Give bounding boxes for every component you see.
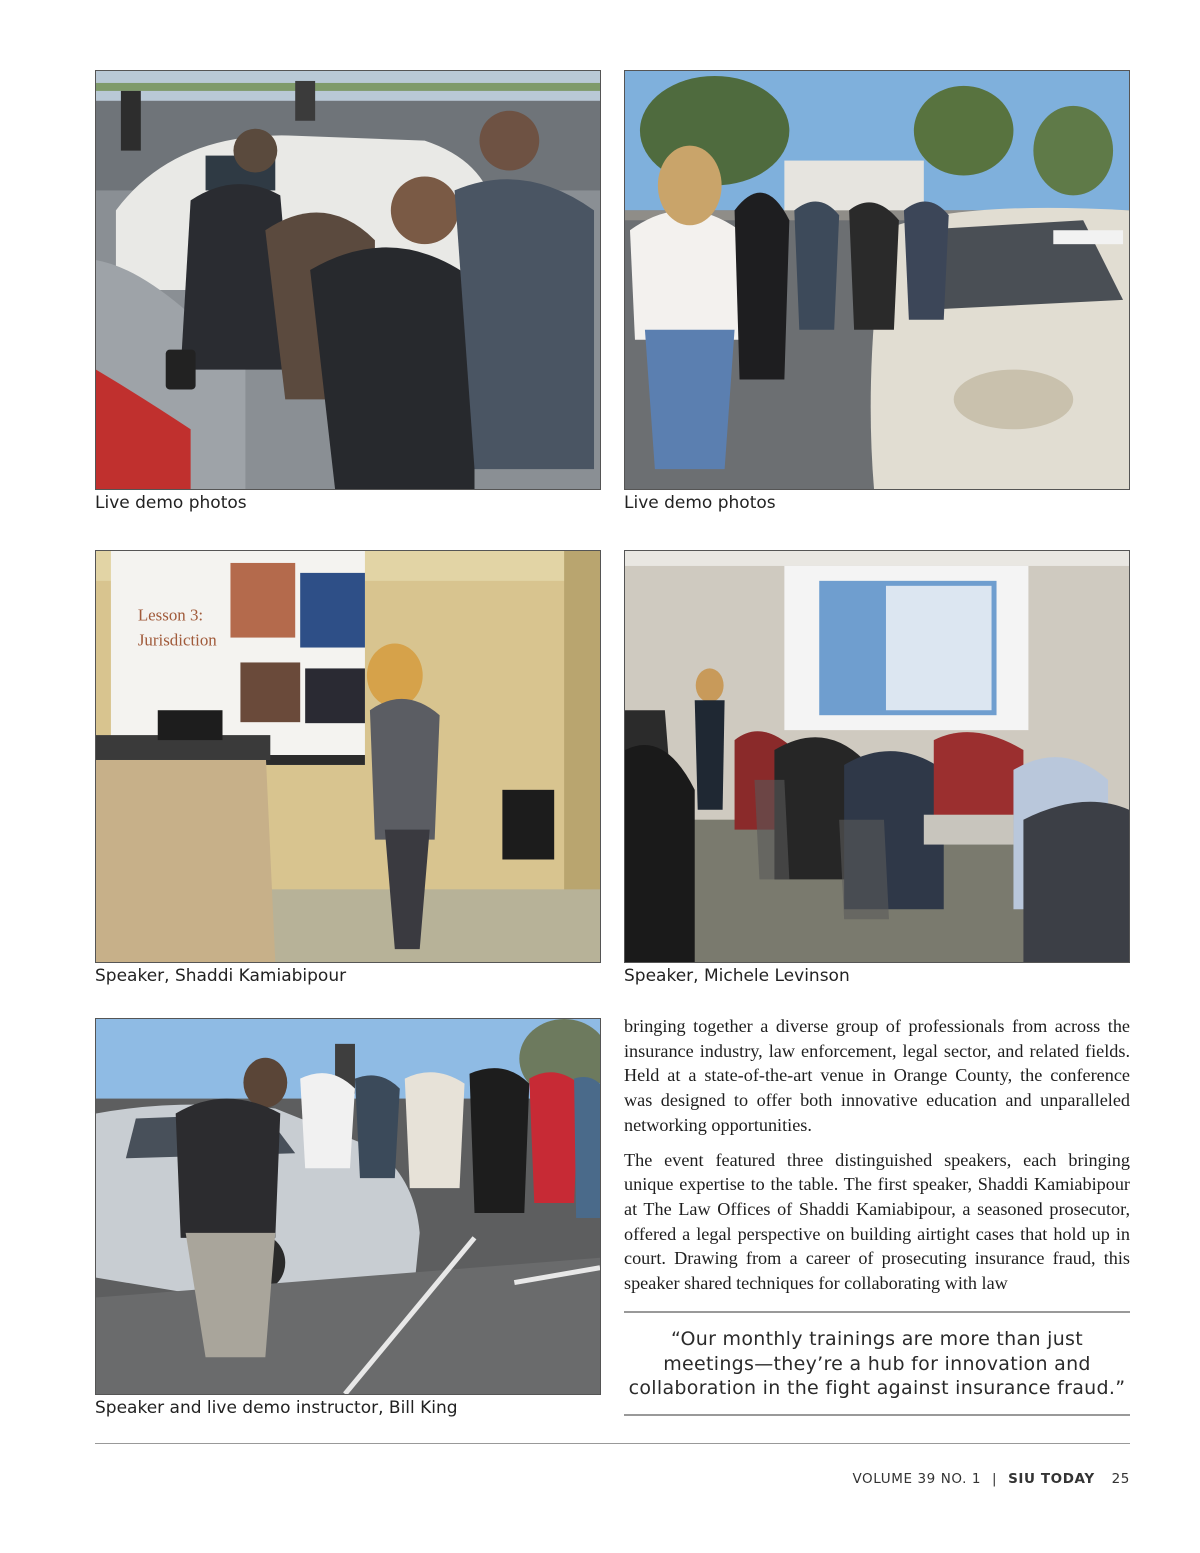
footer-page-number: 25 [1111,1471,1130,1487]
article-paragraph-2: The event featured three distinguished speakers, each bringing unique expertise to the table. The first speaker, Shaddi Kamiabipour at The Law Offices of Shaddi Kamiabipour, a seasoned prosecutor, offered a legal perspective on building airtight cases that hold up in court. Drawing from a career of prosecuting insurance fraud, this speaker shared techniques for collaborating with law [624,1149,1130,1294]
bill-king-image [96,1019,600,1394]
pull-quote-bottom-rule [624,1414,1130,1416]
article-paragraph-1: bringing together a diverse group of professionals from across the insurance industry, law enforcement, legal sector, and related fields. Held at a state-of-the-art venue in Orange County, the conference was designed to offer both innovative education and unparalleled networking opportunities. [624,1016,1130,1135]
photo-caption-3: Speaker, Shaddi Kamiabipour [95,966,347,986]
article-body [624,1014,1130,1306]
pull-quote: “Our monthly trainings are more than just meetings—they’re a hub for innovation and collaboration in the fight against insurance fraud.” [628,1328,1126,1399]
photo-caption-5: Speaker and live demo instructor, Bill King [95,1398,458,1418]
live-demo-image-2 [625,71,1129,489]
photo-live-demo-2 [624,70,1130,490]
photo-speaker-michele [624,550,1130,963]
photo-bill-king [95,1018,601,1395]
speaker-shaddi-image [96,551,600,962]
slide-topic-text: Jurisdiction [137,630,217,650]
photo-caption-1: Live demo photos [95,493,247,513]
photo-speaker-shaddi [95,550,601,963]
slide-lesson-text: Lesson 3: [137,605,204,625]
speaker-michele-image [625,551,1129,962]
footer-rule [95,1443,1130,1444]
live-demo-image-1 [96,71,600,489]
footer-publication: SIU TODAY [1008,1471,1095,1487]
pull-quote-top-rule [624,1311,1130,1313]
photo-live-demo-1 [95,70,601,490]
footer-separator: | [992,1471,998,1487]
photo-caption-2: Live demo photos [624,493,776,513]
footer-volume: VOLUME 39 NO. 1 [852,1471,982,1487]
page-footer [852,1471,1130,1487]
photo-caption-4: Speaker, Michele Levinson [624,966,850,986]
